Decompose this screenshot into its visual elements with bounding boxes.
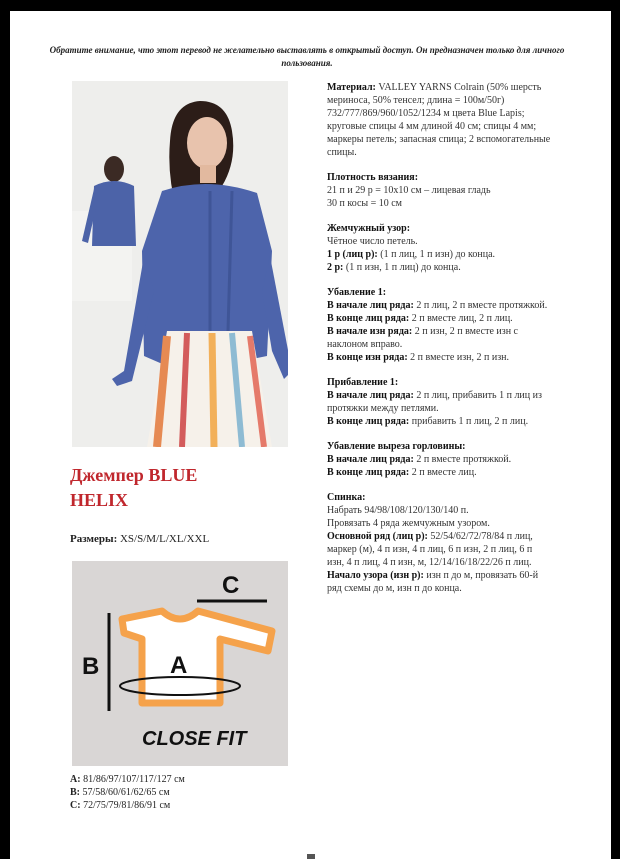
measurement-a: A: 81/86/97/107/117/127 см — [70, 774, 185, 785]
material-section: Материал: VALLEY YARNS Colrain (50% шерсть мериноса, 50% тенсел; длина = 100м/50г) 732/777/869/960/1052/1234 м цвета Blue Lapis; круговые спицы 4 мм длиной 40 см; спицы 4 мм; маркеры петель; запасная спица; 2 вспомогательные спицы. — [327, 82, 551, 158]
instructions-column — [327, 81, 551, 607]
pearl-pattern-section: Жемчужный узор: Чётное число петель. 1 р (лиц р): (1 п лиц, 1 п изн) до конца. 2 р: (1 п изн, 1 п лиц) до конца. — [327, 223, 496, 273]
title-line-2: HELIX — [70, 490, 129, 510]
label-c: C — [222, 572, 240, 599]
decrease-section: Убавление 1: В начале лиц ряда: 2 п лиц, 2 п вместе протяжкой. В конце лиц ряда: 2 п вместе лиц, 2 п лиц. В начале изн ряда: 2 п изн, 2 п вместе изн с наклоном вправо. В конце изн ряда: 2 п вместе изн, 2 п изн. — [327, 287, 548, 363]
increase-section: Прибавление 1: В начале лиц ряда: 2 п лиц, прибавить 1 п лиц из протяжки между петлями. В конце лиц ряда: прибавить 1 п лиц, 2 п лиц. — [327, 377, 542, 427]
neck-decrease-section: Убавление выреза горловины: В начале лиц ряда: 2 п вместе протяжкой. В конце лиц ряда: 2 п вместе лиц. — [327, 441, 512, 478]
sweater-schematic — [72, 561, 288, 766]
sizes-label: Размеры: — [70, 533, 118, 545]
pattern-title — [70, 463, 270, 513]
sizes-line — [70, 533, 209, 545]
back-section: Спинка: Набрать 94/98/108/120/130/140 п. Провязать 4 ряда жемчужным узором. Основной ряд (лиц р): 52/54/62/72/78/84 п лиц, маркер (м), 4 п изн, 4 п лиц, 6 п изн, 2 п лиц, 6 п изн, 4 п лиц, 4 п изн, м, 12/14/16/18/22/26 п лиц. Начало узора (изн р): изн п до м, провязать 60-й ряд схемы до м, изн п до конца. — [327, 492, 539, 594]
label-b: B — [82, 653, 100, 680]
measurement-c: C: 72/75/79/81/86/91 см — [70, 800, 171, 811]
label-a: A — [170, 652, 188, 679]
document-page — [10, 11, 611, 859]
page-number-mark — [307, 854, 315, 859]
size-diagram — [72, 561, 288, 766]
measurements — [70, 773, 185, 812]
density-section: Плотность вязания: 21 п и 29 р = 10х10 см – лицевая гладь 30 п косы = 10 см — [327, 172, 491, 209]
sizes-value: XS/S/M/L/XL/XXL — [119, 533, 210, 545]
product-photo — [72, 81, 288, 447]
close-fit-label: CLOSE FIT — [142, 728, 247, 750]
sweater-outline — [122, 611, 272, 703]
title-line-1: Джемпер BLUE — [70, 465, 198, 485]
model-photo-illustration — [72, 81, 288, 447]
measurement-b: B: 57/58/60/61/62/65 см — [70, 787, 170, 798]
notice-text: Обратите внимание, что этот перевод не желательно выставлять в открытый доступ. Он предназначен только для личного пользования. — [49, 45, 565, 68]
